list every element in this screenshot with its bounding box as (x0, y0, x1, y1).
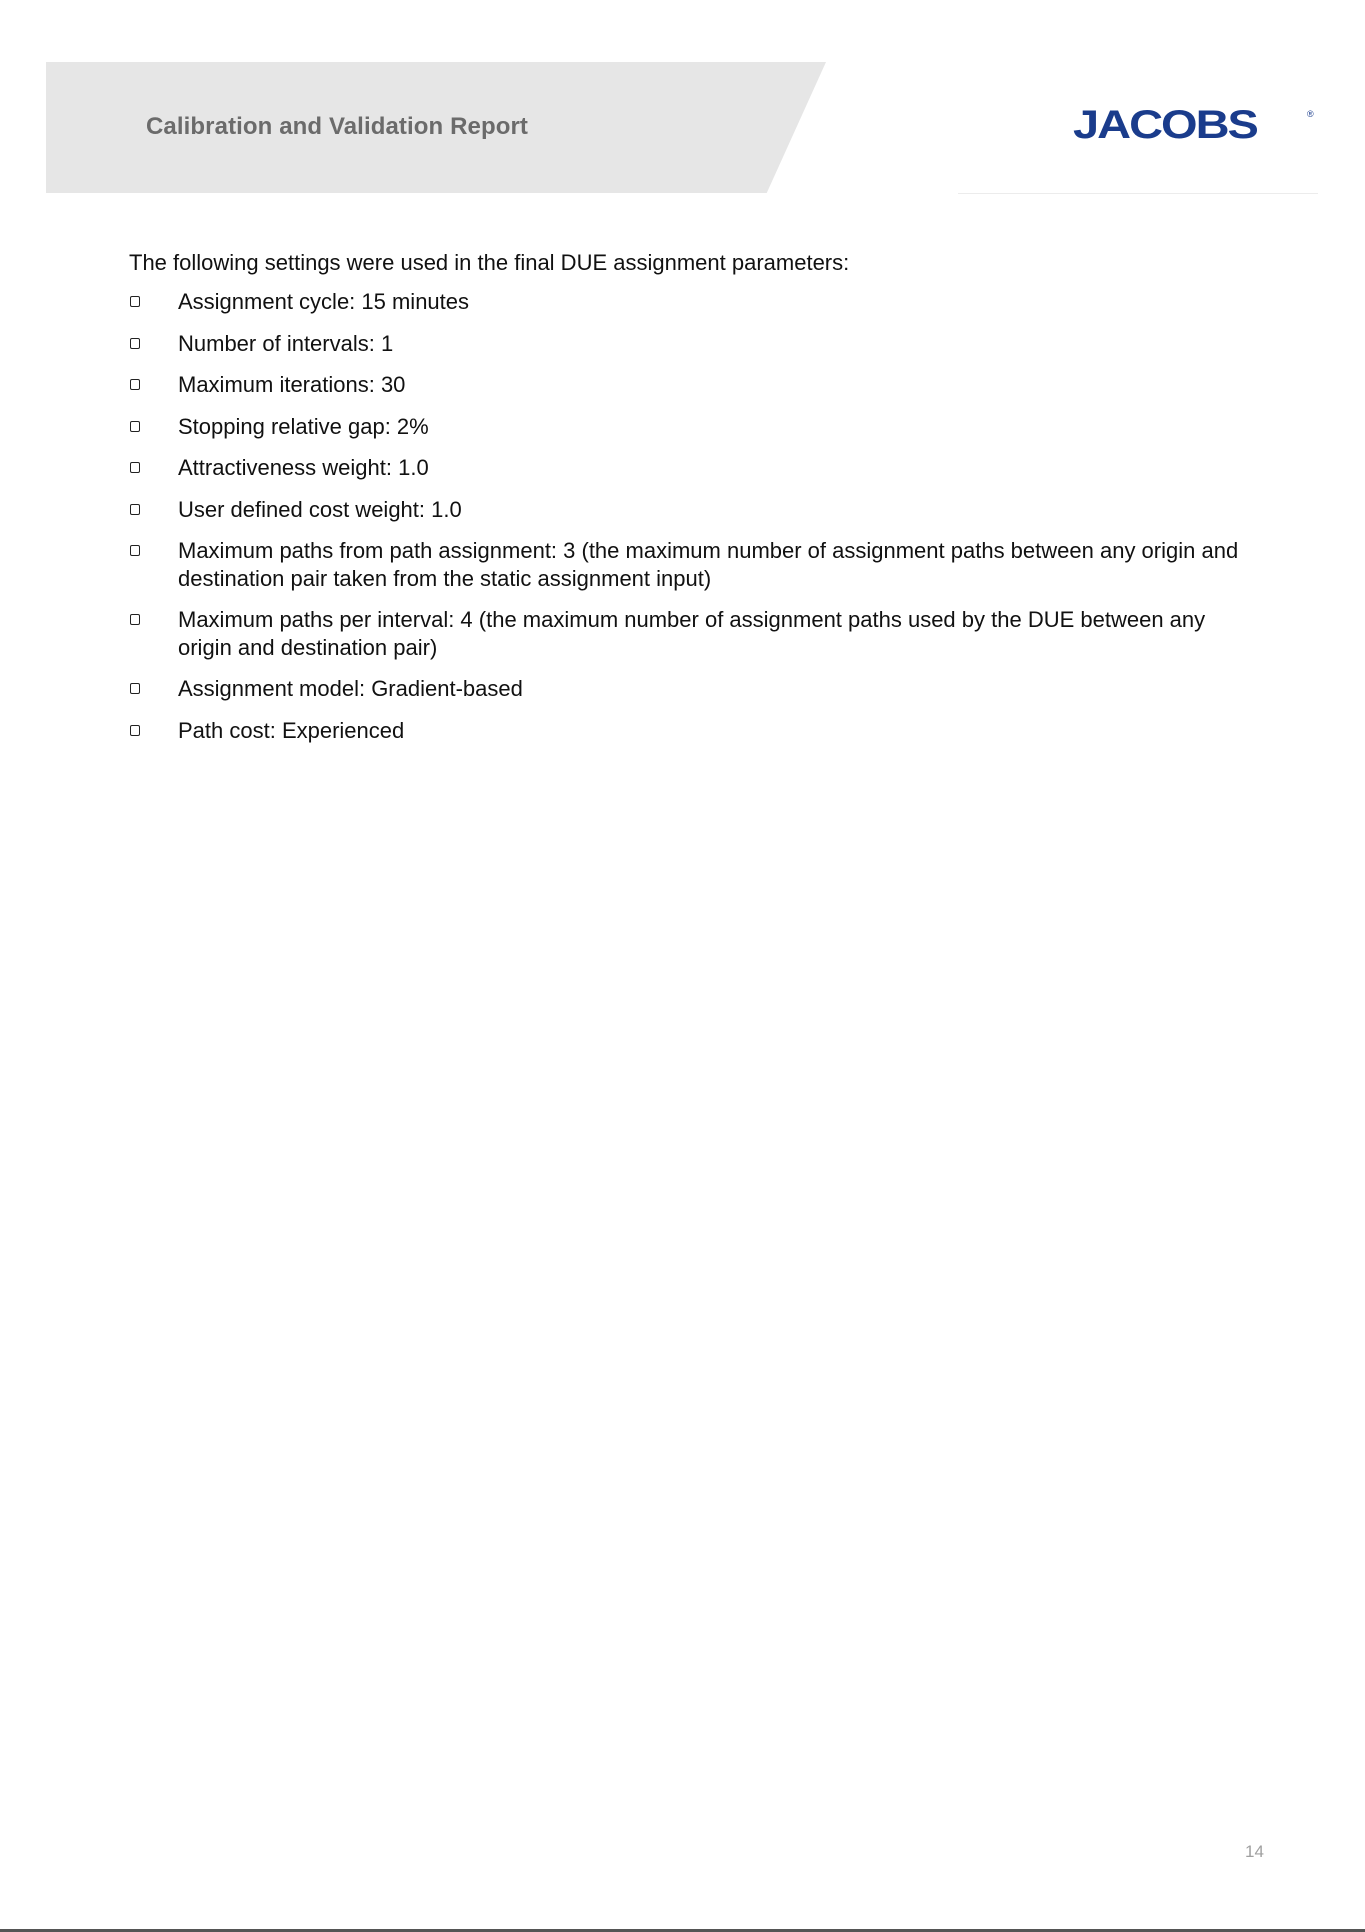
jacobs-logo: JACOBS (1073, 101, 1257, 147)
list-item (129, 606, 1259, 661)
checkbox-icon (130, 725, 140, 736)
registered-mark: ® (1307, 109, 1314, 119)
list-item (129, 454, 1259, 482)
list-item-text: Maximum iterations: 30 (178, 372, 406, 397)
header-divider (958, 193, 1318, 194)
list-item-text: Assignment model: Gradient-based (178, 676, 523, 701)
list-item-text: Maximum paths from path assignment: 3 (the maximum number of assignment paths between any origin and destination pair taken from the static assignment input) (178, 538, 1239, 591)
page-number: 14 (1245, 1842, 1264, 1861)
checkbox-icon (130, 462, 140, 473)
settings-list (129, 288, 1259, 758)
list-item-text: Stopping relative gap: 2% (178, 413, 429, 439)
list-item (129, 537, 1259, 592)
list-item-text: Assignment cycle: 15 minutes (178, 289, 470, 314)
list-item-text: Number of intervals: 1 (178, 330, 394, 356)
list-item-text: Attractiveness weight: 1.0 (178, 455, 429, 480)
list-item (129, 717, 1259, 745)
checkbox-icon (130, 379, 140, 390)
list-item (129, 330, 1259, 358)
list-item-text: Maximum paths per interval: 4 (the maximum number of assignment paths used by the DUE between any origin and destination pair) (178, 607, 1206, 660)
list-item (129, 371, 1259, 399)
list-item (129, 413, 1259, 441)
checkbox-icon (130, 296, 140, 307)
checkbox-icon (130, 504, 140, 515)
list-item (129, 675, 1259, 703)
report-title: Calibration and Validation Report (146, 113, 529, 140)
intro-paragraph: The following settings were used in the final DUE assignment parameters: (129, 250, 850, 275)
list-item-text: Path cost: Experienced (178, 717, 405, 743)
checkbox-icon (130, 421, 140, 432)
checkbox-icon (130, 545, 140, 556)
checkbox-icon (130, 338, 140, 349)
checkbox-icon (130, 683, 140, 694)
list-item (129, 288, 1259, 316)
checkbox-icon (130, 614, 140, 625)
list-item-text: User defined cost weight: 1.0 (178, 496, 462, 522)
list-item (129, 496, 1259, 524)
